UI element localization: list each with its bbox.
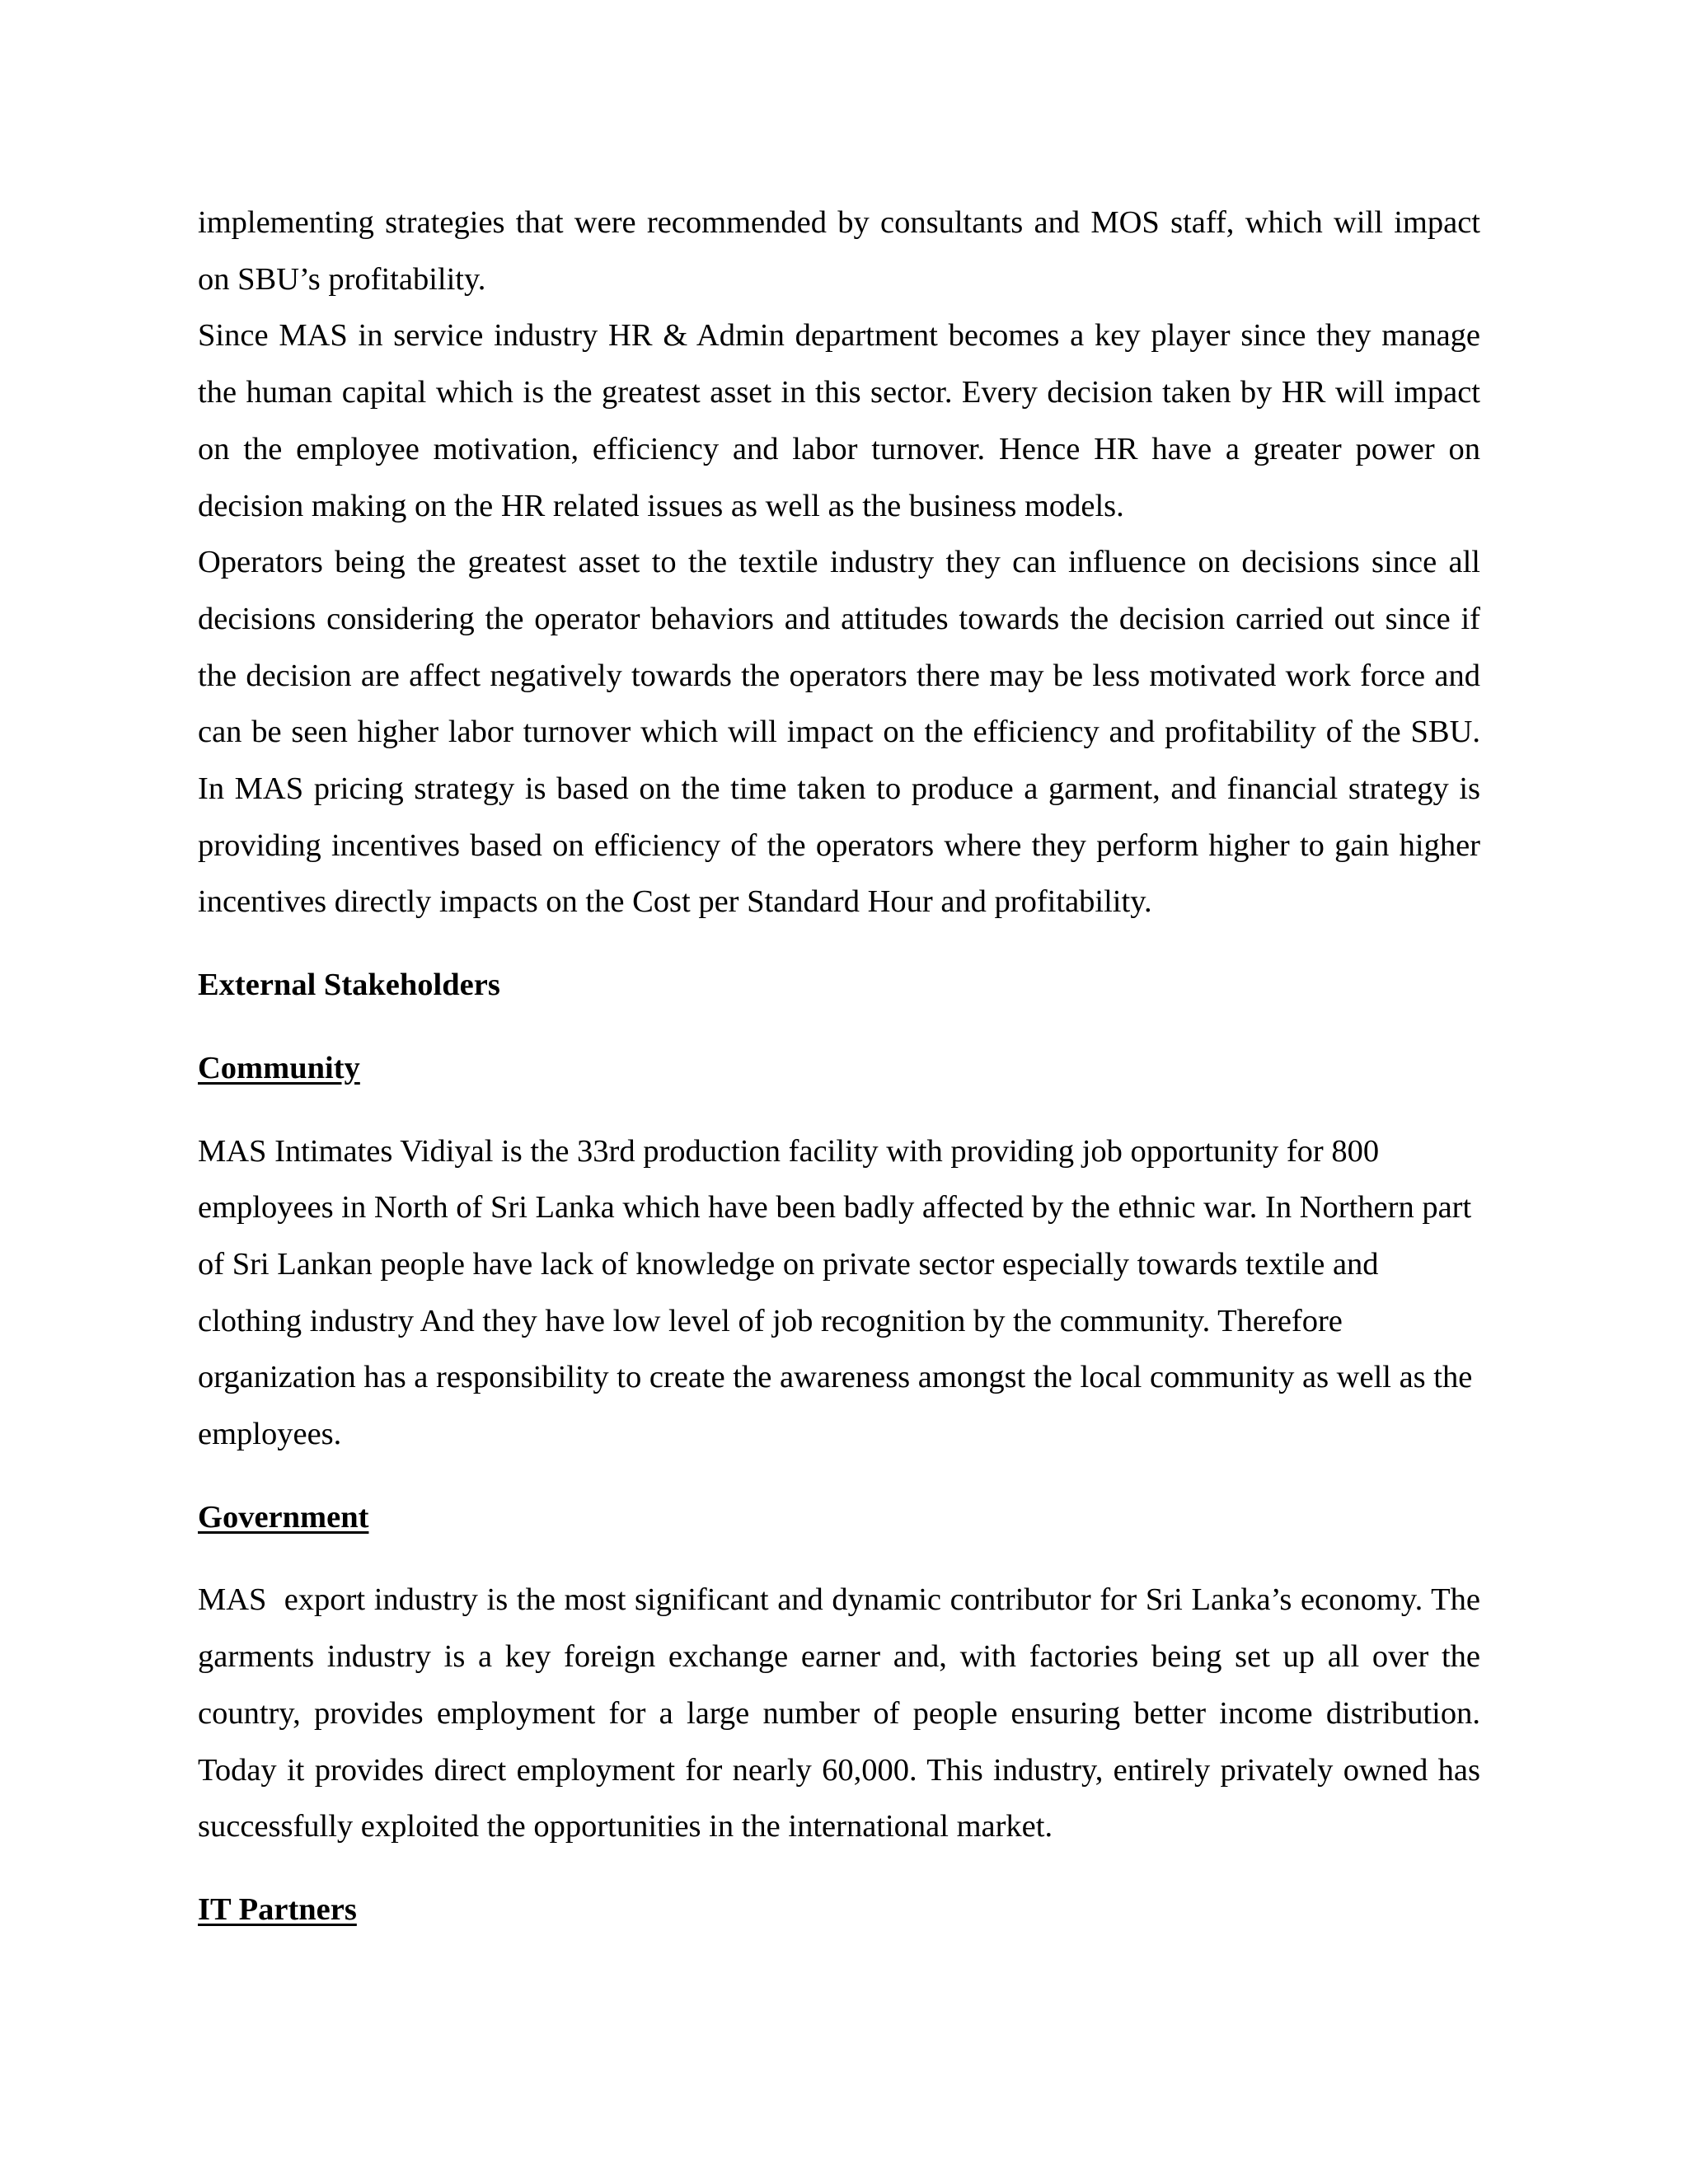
subheading-government: Government: [198, 1499, 369, 1535]
paragraph-operators: Operators being the greatest asset to the textile industry they can influence on decisions since all decisions considering the operator behaviors and attitudes towards the decision carried out since if the decision are affect negatively towards the operators there may be less motivated work force and can be seen higher labor turnover which will impact on the efficiency and profitability of the SBU. In MAS pricing strategy is based on the time taken to produce a garment, and financial strategy is providing incentives based on efficiency of the operators where they perform higher to gain higher incentives directly impacts on the Cost per Standard Hour and profitability.: [198, 545, 1480, 920]
paragraph-community: MAS Intimates Vidiyal is the 33rd production facility with providing job opportunity for 800 employees in North of Sri Lanka which have been badly affected by the ethnic war. In Northern part of Sri Lankan people have lack of knowledge on private sector especially towards textile and clothing industry And they have low level of job recognition by the community. Therefore organization has a responsibility to create the awareness amongst the local community as well as the employees.: [198, 1133, 1473, 1452]
document-page: [198, 194, 1489, 1938]
heading-external-stakeholders: External Stakeholders: [198, 968, 500, 1003]
subheading-community: Community: [198, 1050, 360, 1085]
paragraph-intro: implementing strategies that were recommended by consultants and MOS staff, which will impact on SBU’s profitability.: [198, 205, 1480, 297]
paragraph-hr-admin: Since MAS in service industry HR & Admin department becomes a key player since they manage the human capital which is the greatest asset in this sector. Every decision taken by HR will impact on the employee motivation, efficiency and labor turnover. Hence HR have a greater power on decision making on the HR related issues as well as the business models.: [198, 318, 1480, 523]
paragraph-government: MAS export industry is the most significant and dynamic contributor for Sri Lanka’s economy. The garments industry is a key foreign exchange earner and, with factories being set up all over the country, provides employment for a large number of people ensuring better income distribution. Today it provides direct employment for nearly 60,000. This industry, entirely privately owned has successfully exploited the opportunities in the international market.: [198, 1582, 1489, 1844]
subheading-it-partners: IT Partners: [198, 1891, 357, 1927]
